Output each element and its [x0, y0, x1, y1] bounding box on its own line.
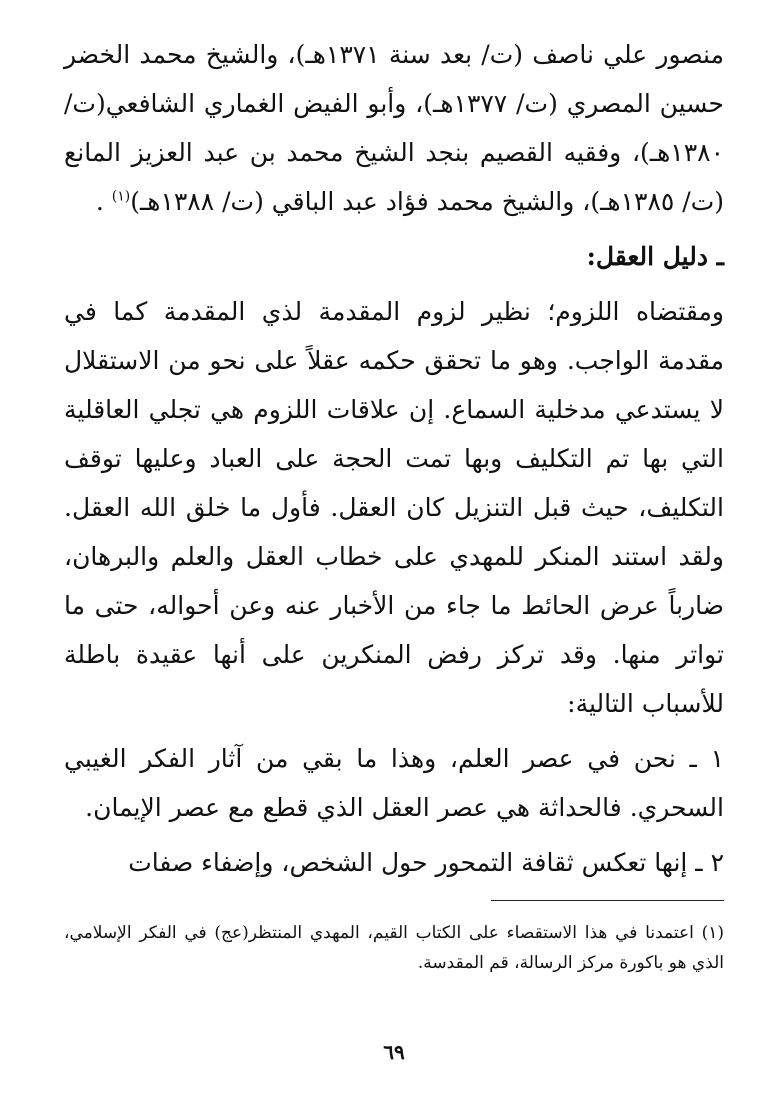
footnote-reference[interactable]: (١)	[111, 188, 131, 205]
paragraph-reason-argument: ومقتضاه اللزوم؛ نظير لزوم المقدمة لذي المقدمة كما في مقدمة الواجب. وهو ما تحقق حكمه عقلاً على نحو من الاستقلال لا يستدعي مدخلية السماع. إن علاقات اللزوم هي تجلي العاقلية التي بها تم التكليف وبها تمت الحجة على العباد وعليها توقف التكليف، حيث قبل التنزيل كان العقل. فأول ما خلق الله العقل. ولقد استند المنكر للمهدي على خطاب العقل والعلم والبرهان، ضارباً عرض الحائط ما جاء من الأخبار عنه وعن أحواله، حتى ما تواتر منها. وقد تركز رفض المنكرين على أنها عقيدة باطلة للأسباب التالية:	[64, 297, 724, 718]
list-item-1: ١ ـ نحن في عصر العلم، وهذا ما بقي من آثار الفكر الغيبي السحري. فالحداثة هي عصر العقل الذي قطع مع عصر الإيمان.	[64, 744, 724, 822]
list-item-2: ٢ ـ إنها تعكس ثقافة التمحور حول الشخص، وإضفاء صفات	[128, 848, 724, 877]
paragraph-scholars-text: منصور علي ناصف (ت/ بعد سنة ١٣٧١هـ)، والشيخ محمد الخضر حسين المصري (ت/ ١٣٧٧هـ)، وأبو الفيض الغماري الشافعي(ت/ ١٣٨٠هـ)، وفقيه القصيم بنجد الشيخ محمد بن عبد العزيز المانع (ت/ ١٣٨٥هـ)، والشيخ محمد فؤاد عبد الباقي (ت/ ١٣٨٨هـ)	[64, 40, 724, 216]
paragraph-scholars-list	[64, 30, 724, 226]
footnote-divider	[491, 900, 724, 901]
footnote-text: (١) اعتمدنا في هذا الاستقصاء على الكتاب القيم، المهدي المنتظر(عج) في الفكر الإسلامي، الذي هو باكورة مركز الرسالة، قم المقدسة.	[64, 923, 724, 973]
section-heading: ـ دليل العقل:	[586, 242, 724, 271]
paragraph-scholars-end: .	[95, 187, 112, 216]
page-body	[64, 30, 724, 1070]
page-number: ٦٩	[383, 1040, 405, 1064]
